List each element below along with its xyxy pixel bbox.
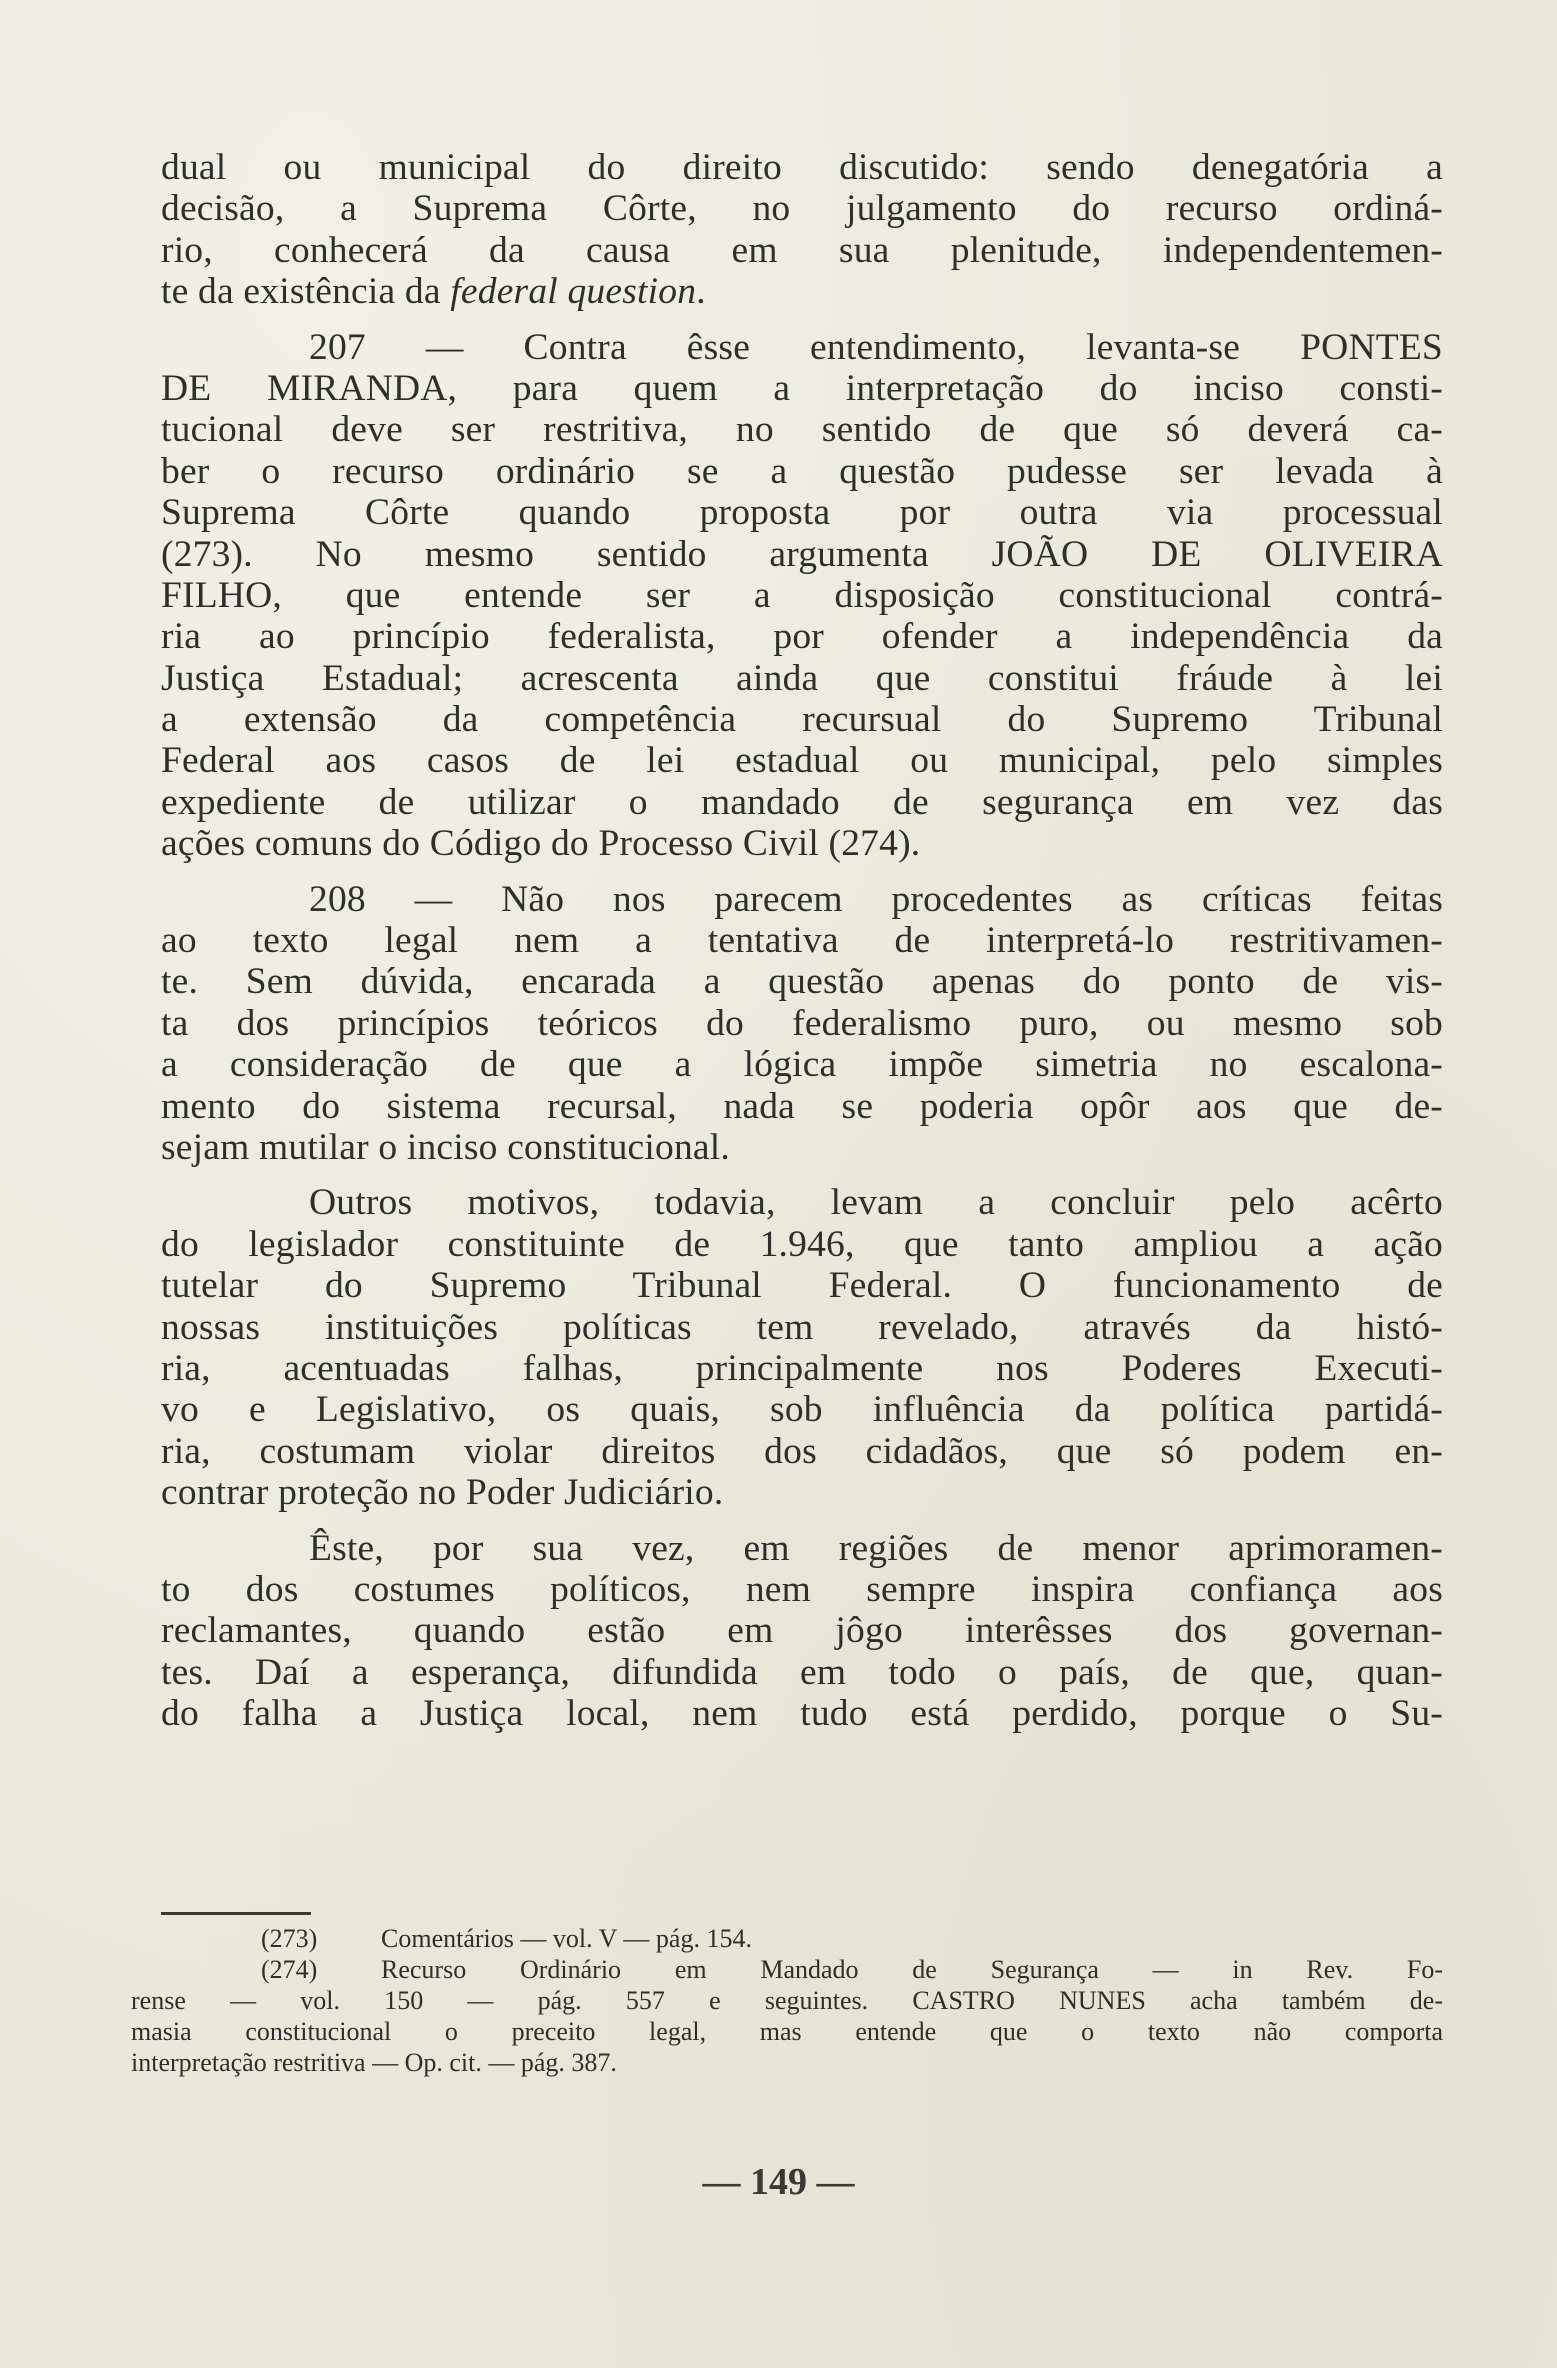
footnotes [131, 1923, 1443, 2078]
paragraph-outros-motivos [161, 1182, 1443, 1513]
footnote-number: (274) [261, 1955, 318, 1984]
text-line: do legislador constituinte de 1.946, que tanto ampliou a ação [161, 1223, 1443, 1265]
text-line: nossas instituições políticas tem revelado, através da histó- [161, 1306, 1443, 1348]
text-line: a consideração de que a lógica impõe simetria no escalona- [161, 1044, 1443, 1086]
text-line: ria, costumam violar direitos dos cidadãos, que só podem en- [161, 1430, 1443, 1472]
text-line: ações comuns do Código do Processo Civil (274). [161, 823, 921, 865]
text-line: 207 — Contra êsse entendimento, levanta-se PONTES [309, 326, 1443, 368]
paragraph-207 [161, 327, 1443, 865]
text-line: tutelar do Supremo Tribunal Federal. O funcionamento de [161, 1265, 1443, 1307]
paragraph-208 [161, 879, 1443, 1169]
text-line: Justiça Estadual; acrescenta ainda que constitui fráude à lei [161, 657, 1443, 699]
text-line: ria ao princípio federalista, por ofender a independência da [161, 616, 1443, 658]
footnote-number: (273) [261, 1924, 318, 1953]
text-line: to dos costumes políticos, nem sempre inspira confiança aos [161, 1568, 1443, 1610]
text-line: FILHO, que entende ser a disposição constitucional contrá- [161, 574, 1443, 616]
footnote-line [131, 1954, 1443, 1985]
text-line: 208 — Não nos parecem procedentes as críticas feitas [309, 878, 1443, 920]
text-line: expediente de utilizar o mandado de segurança em vez das [161, 781, 1443, 823]
footnote-line: interpretação restritiva — Op. cit. — pág. 387. [131, 2048, 617, 2077]
text-line: ao texto legal nem a tentativa de interpretá-lo restritivamen- [161, 920, 1443, 962]
footnote-text: Comentários — vol. V — pág. 154. [381, 1924, 752, 1953]
text-line: tucional deve ser restritiva, no sentido de que só deverá ca- [161, 409, 1443, 451]
text-line: Suprema Côrte quando proposta por outra via processual [161, 492, 1443, 534]
text-line: a extensão da competência recursual do Supremo Tribunal [161, 699, 1443, 741]
text-line: DE MIRANDA, para quem a interpretação do inciso consti- [161, 367, 1443, 409]
text-line: contrar proteção no Poder Judiciário. [161, 1472, 724, 1514]
page-number: — 149 — [702, 2161, 855, 2203]
text-line: Federal aos casos de lei estadual ou municipal, pelo simples [161, 740, 1443, 782]
footnote-separator [161, 1912, 311, 1915]
body-text [161, 147, 1443, 1748]
text-line: dual ou municipal do direito discutido: sendo denegatória a [161, 147, 1443, 188]
text-line: Êste, por sua vez, em regiões de menor aprimoramen- [309, 1527, 1443, 1569]
text-line: ria, acentuadas falhas, principalmente nos Poderes Executi- [161, 1347, 1443, 1389]
text-line: Outros motivos, todavia, levam a concluir pelo acêrto [309, 1182, 1443, 1224]
footnote-line: masia constitucional o preceito legal, mas entende que o texto não comporta [131, 2017, 1443, 2046]
text-line: rio, conhecerá da causa em sua plenitude, independentemen- [161, 229, 1443, 271]
paragraph-continued [161, 147, 1443, 313]
text-line: tes. Daí a esperança, difundida em todo o país, de que, quan- [161, 1651, 1443, 1693]
text-line: reclamantes, quando estão em jôgo interêsses dos governan- [161, 1610, 1443, 1652]
text-line: (273). No mesmo sentido argumenta JOÃO DE OLIVEIRA [161, 533, 1443, 575]
text-fragment: te da existência da [161, 271, 451, 313]
footnote-text: Recurso Ordinário em Mandado de Segurança — in Rev. Fo- [381, 1955, 1443, 1984]
text-line: ber o recurso ordinário se a questão pudesse ser levada à [161, 450, 1443, 492]
italic-term: federal question [450, 271, 697, 313]
footnote-273 [131, 1923, 1443, 1954]
text-line: decisão, a Suprema Côrte, no julgamento do recurso ordiná- [161, 188, 1443, 230]
footnote-line: rense — vol. 150 — pág. 557 e seguintes. CASTRO NUNES acha também de- [131, 1986, 1443, 2015]
paragraph-este [161, 1528, 1443, 1735]
footnote-line [131, 1923, 1443, 1954]
text-line: ta dos princípios teóricos do federalismo puro, ou mesmo sob [161, 1002, 1443, 1044]
text-line: sejam mutilar o inciso constitucional. [161, 1126, 730, 1168]
text-line: vo e Legislativo, os quais, sob influência da política partidá- [161, 1389, 1443, 1431]
text-line [161, 271, 1443, 312]
text-fragment: . [696, 271, 706, 313]
text-line: te. Sem dúvida, encarada a questão apenas do ponto de vis- [161, 961, 1443, 1003]
footnote-274 [131, 1954, 1443, 2078]
text-line: do falha a Justiça local, nem tudo está perdido, porque o Su- [161, 1693, 1443, 1735]
text-line: mento do sistema recursal, nada se poderia opôr aos que de- [161, 1085, 1443, 1127]
